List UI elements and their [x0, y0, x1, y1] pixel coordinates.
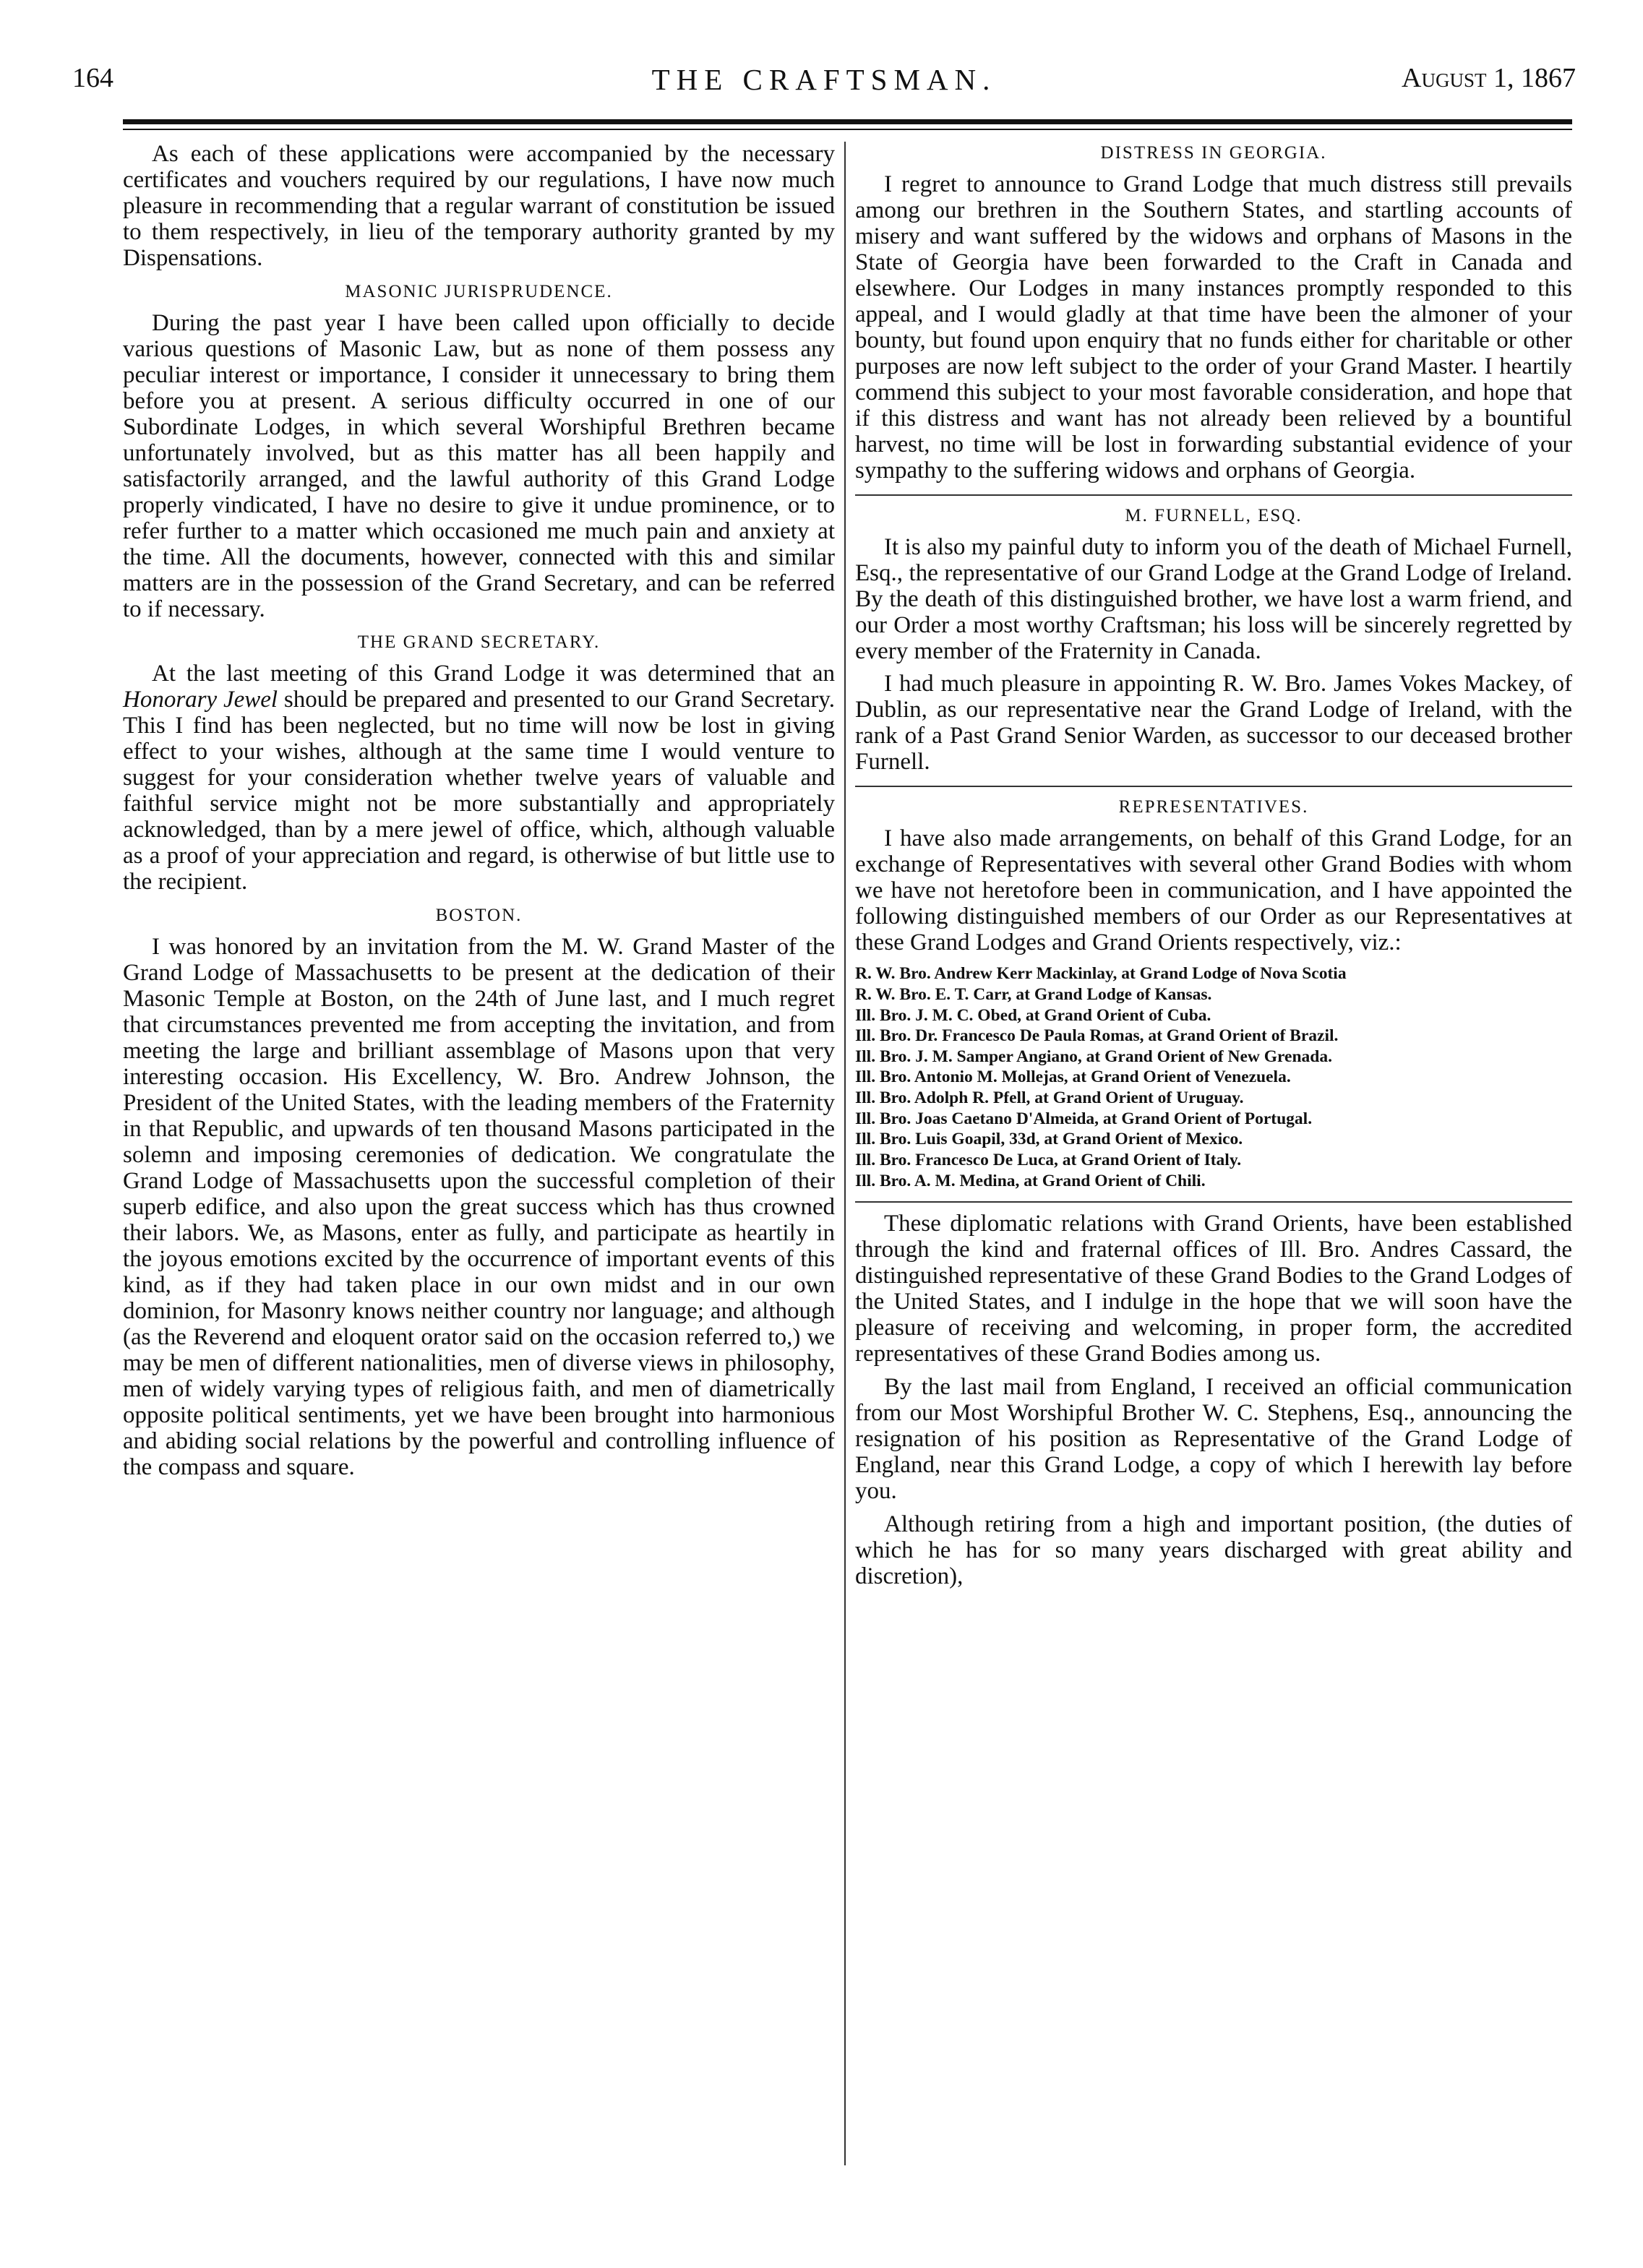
heading-boston: BOSTON. [435, 906, 523, 926]
list-item: R. W. Bro. Andrew Kerr Mackinlay, at Grand Lodge of Nova Scotia [855, 964, 1347, 984]
list-item: Ill. Bro. Joas Caetano D'Almeida, at Grand Orient of Portugal. [855, 1109, 1313, 1128]
running-title: THE CRAFTSMAN. [651, 63, 997, 96]
heading-masonic-jurisprudence: MASONIC JURISPRUDENCE. [345, 281, 613, 301]
list-item: Ill. Bro. J. M. C. Obed, at Grand Orient of Cuba. [855, 1005, 1211, 1025]
paragraph-furnell-death: It is also my painful duty to inform you of the death of Michael Furnell, Esq., the representative of our Grand Lodge at the Grand Lodge of Ireland. By the death of this distinguished brother, we have lost a warm friend, and our Order a most worthy Craftsman; his loss will be sincerely regretted by every member of the Fraternity in Canada. [855, 533, 1572, 664]
heading-grand-secretary: THE GRAND SECRETARY. [357, 632, 601, 653]
paragraph-jurisprudence: During the past year I have been called upon officially to decide various questions of Masonic Law, but as none of them possess any peculiar interest or importance, I consider it unnecessary to bring them before you at present. A serious difficulty occurred in one of our Subordinate Lodges, in which several Worshipful Brethren became unfortunately involved, but as this matter has all been happily and satisfactorily arranged, and the lawful authority of this Grand Lodge properly vindicated, I have no desire to give it undue prominence, or to refer further to a matter which occasioned me much pain and anxiety at the time. All the documents, however, connected with this and similar matters are in the possession of the Grand Secretary, and can be referred to if necessary. [123, 309, 835, 622]
page-number: 164 [72, 63, 113, 93]
secretary-text-a: At the last meeting of this Grand Lodge it was determined that an [152, 661, 835, 687]
left-column [123, 142, 835, 1488]
section-divider [855, 494, 1572, 496]
secretary-text-b: should be prepared and presented to our Grand Secretary. This I find has been neglected, but no time will now be lost in giving effect to your wishes, although at the same time I would venture to suggest for your consideration whether twelve years of valuable and faithful service might not be more substantially and appropriately acknowledged, than by a mere jewel of office, which, although valuable as a proof of your appreciation and regard, is otherwise of but little use to the recipient. [123, 687, 835, 895]
paragraph-applications: As each of these applications were accompanied by the necessary certificates and vouchers required by our regulations, I have now much pleasure in recommending that a regular warrant of constitution be issued to them respectively, in lieu of the temporary authority granted by my Dispensations. [123, 141, 835, 271]
heading-distress-georgia: DISTRESS IN GEORGIA. [1100, 143, 1327, 163]
representatives-list [855, 963, 1572, 1191]
header-rule-thin [123, 129, 1572, 130]
paragraph-georgia: I regret to announce to Grand Lodge that much distress still prevails among our brethren in the Southern States, and startling accounts of misery and want suffered by the widows and orphans of Masons in the State of Georgia have been forwarded to the Craft in Canada and elsewhere. Our Lodges in many instances promptly responded to this appeal, and I would gladly at that time have been the almoner of your bounty, but found upon enquiry that no funds either for charitable or other purposes are now left subject to the order of your Grand Master. I heartily commend this subject to your most favorable consideration, and hope that if this distress and want has not already been relieved by a bountiful harvest, no time will be lost in forwarding substantial evidence of your sympathy to the suffering widows and orphans of Georgia. [855, 171, 1572, 484]
paragraph-grand-secretary [123, 661, 835, 895]
heading-representatives: REPRESENTATIVES. [1118, 797, 1309, 817]
list-item: Ill. Bro. Luis Goapil, 33d, at Grand Orient of Mexico. [855, 1130, 1243, 1149]
paragraph-retiring: Although retiring from a high and important position, (the duties of which he has for so many years discharged with great ability and discretion), [855, 1511, 1572, 1589]
paragraph-mackey-appointment: I had much pleasure in appointing R. W. Bro. James Vokes Mackey, of Dublin, as our representative near the Grand Lodge of Ireland, with the rank of a Past Grand Senior Warden, as successor to our deceased brother Furnell. [855, 671, 1572, 776]
page-header [72, 62, 1576, 106]
list-item: Ill. Bro. Antonio M. Mollejas, at Grand Orient of Venezuela. [855, 1068, 1291, 1087]
column-divider [844, 142, 846, 2165]
header-rule-thick [123, 119, 1572, 124]
right-column [855, 142, 1572, 1597]
honorary-jewel-emphasis: Honorary Jewel [123, 687, 278, 713]
list-item: Ill. Bro. Dr. Francesco De Paula Romas, at Grand Orient of Brazil. [855, 1026, 1339, 1046]
list-item: Ill. Bro. J. M. Samper Angiano, at Grand Orient of New Grenada. [855, 1047, 1332, 1066]
list-item: Ill. Bro. A. M. Medina, at Grand Orient of Chili. [855, 1171, 1206, 1190]
paragraph-boston: I was honored by an invitation from the M. W. Grand Master of the Grand Lodge of Massachusetts to be present at the dedication of their Masonic Temple at Boston, on the 24th of June last, and I much regret that circumstances prevented me from accepting the invitation, and from meeting the large and brilliant assemblage of Masons upon that very interesting occasion. His Excellency, W. Bro. Andrew Johnson, the President of the United States, with the leading members of the Fraternity in that Republic, and upwards of ten thousand Masons participated in the solemn and imposing ceremonies of dedication. We congratulate the Grand Lodge of Massachusetts upon the successful completion of their superb edifice, and also upon the great success which has thus crowned their labors. We, as Masons, enter as fully, and participate as heartily in the joyous emotions excited by the occurrence of important events of this kind, as if they had taken place in our own midst and in our own dominion, for Masonry knows neither country nor language; and although (as the Reverend and eloquent orator said on the occasion referred to,) we may be men of different nationalities, men of diverse views in philosophy, men of widely varying types of religious faith, and men of diametrically opposite political sentiments, yet we have been brought into harmonious and abiding social relations by the powerful and controlling influence of the compass and square. [123, 934, 835, 1480]
paragraph-diplomatic-relations: These diplomatic relations with Grand Orients, have been established through the kind and fraternal offices of Ill. Bro. Andres Cassard, the distinguished representative of these Grand Bodies to the Grand Lodges of the United States, and I indulge in the hope that we will soon have the pleasure of receiving and welcoming, in proper form, the accredited representatives of these Grand Bodies among us. [855, 1211, 1572, 1367]
list-item: Ill. Bro. Francesco De Luca, at Grand Orient of Italy. [855, 1151, 1242, 1170]
list-item: R. W. Bro. E. T. Carr, at Grand Lodge of Kansas. [855, 984, 1212, 1004]
paragraph-representatives-intro: I have also made arrangements, on behalf of this Grand Lodge, for an exchange of Representatives with several other Grand Bodies with whom we have not heretofore been in communication, and I have appointed the following distinguished members of our Order as our Representatives at these Grand Lodges and Grand Orients respectively, viz.: [855, 825, 1572, 956]
heading-furnell: M. FURNELL, ESQ. [1125, 505, 1303, 525]
paragraph-england-mail: By the last mail from England, I received an official communication from our Most Worshipful Brother W. C. Stephens, Esq., announcing the resignation of his position as Representative of the Grand Lodge of England, near this Grand Lodge, a copy of which I herewith lay before you. [855, 1374, 1572, 1505]
section-divider [855, 1201, 1572, 1203]
issue-date: August 1, 1867 [1402, 63, 1576, 93]
section-divider [855, 786, 1572, 787]
list-item: Ill. Bro. Adolph R. Pfell, at Grand Orient of Uruguay. [855, 1088, 1244, 1108]
